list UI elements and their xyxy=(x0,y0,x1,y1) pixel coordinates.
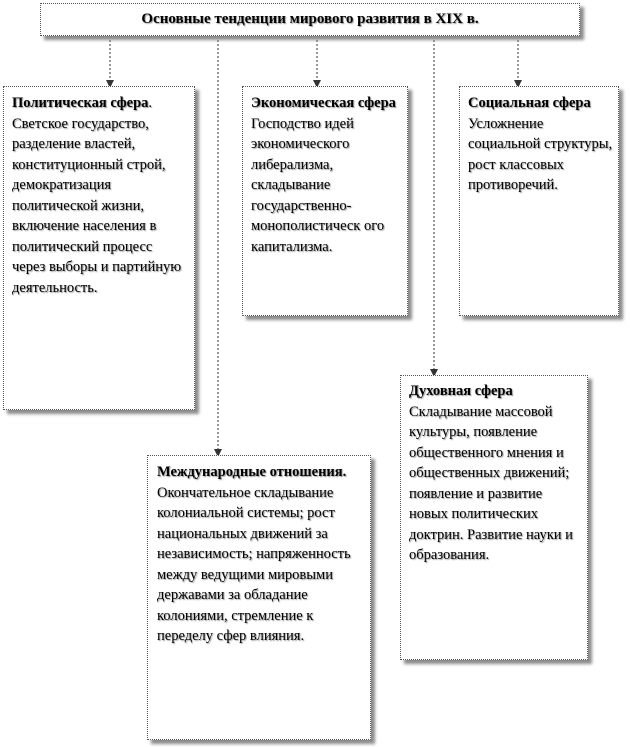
international-relations-body: Окончательное складывание колониальной системы; рост национальных движений за независимость; напряженность между ведущими мировыми державами за обладание колониями, стремление к переделу сфер влияния. xyxy=(157,484,351,644)
title-box xyxy=(40,3,580,36)
economic-sphere-box xyxy=(242,86,408,316)
spiritual-sphere-box xyxy=(400,375,588,660)
political-sphere-box xyxy=(3,86,195,410)
spiritual-sphere-body: Складывание массовой культуры, появление общественного мнения и общественных движений; появление и развитие новых политических доктрин. Развитие науки и образования. xyxy=(409,403,573,563)
economic-sphere-heading: Экономическая сфера xyxy=(251,95,396,111)
social-sphere-heading: Социальная сфера xyxy=(468,95,591,111)
spiritual-sphere-heading: Духовная сфера xyxy=(409,383,513,399)
diagram-title: Основные тенденции мирового развития в XIX в. xyxy=(141,11,479,27)
political-sphere-body: . Светское государство, разделение властей, конституционный строй, демократизация политической жизни, включение населения в политический процесс через выборы и партийную деятельность. xyxy=(12,95,182,296)
social-sphere-text xyxy=(468,93,614,196)
international-relations-heading: Международные отношения. xyxy=(157,464,347,480)
spiritual-sphere-text xyxy=(409,381,583,566)
social-sphere-box xyxy=(459,86,619,316)
political-sphere-text xyxy=(12,93,188,298)
political-sphere-heading: Политическая сфера xyxy=(12,95,149,111)
international-relations-box xyxy=(147,455,371,740)
social-sphere-body: Усложнение социальной структуры, рост классовых противоречий. xyxy=(468,115,613,193)
international-relations-text xyxy=(157,462,366,647)
economic-sphere-text xyxy=(251,93,403,257)
economic-sphere-body: Господство идей экономического либерализма, складывание государственно-монополистическ ого капитализма. xyxy=(251,115,385,255)
